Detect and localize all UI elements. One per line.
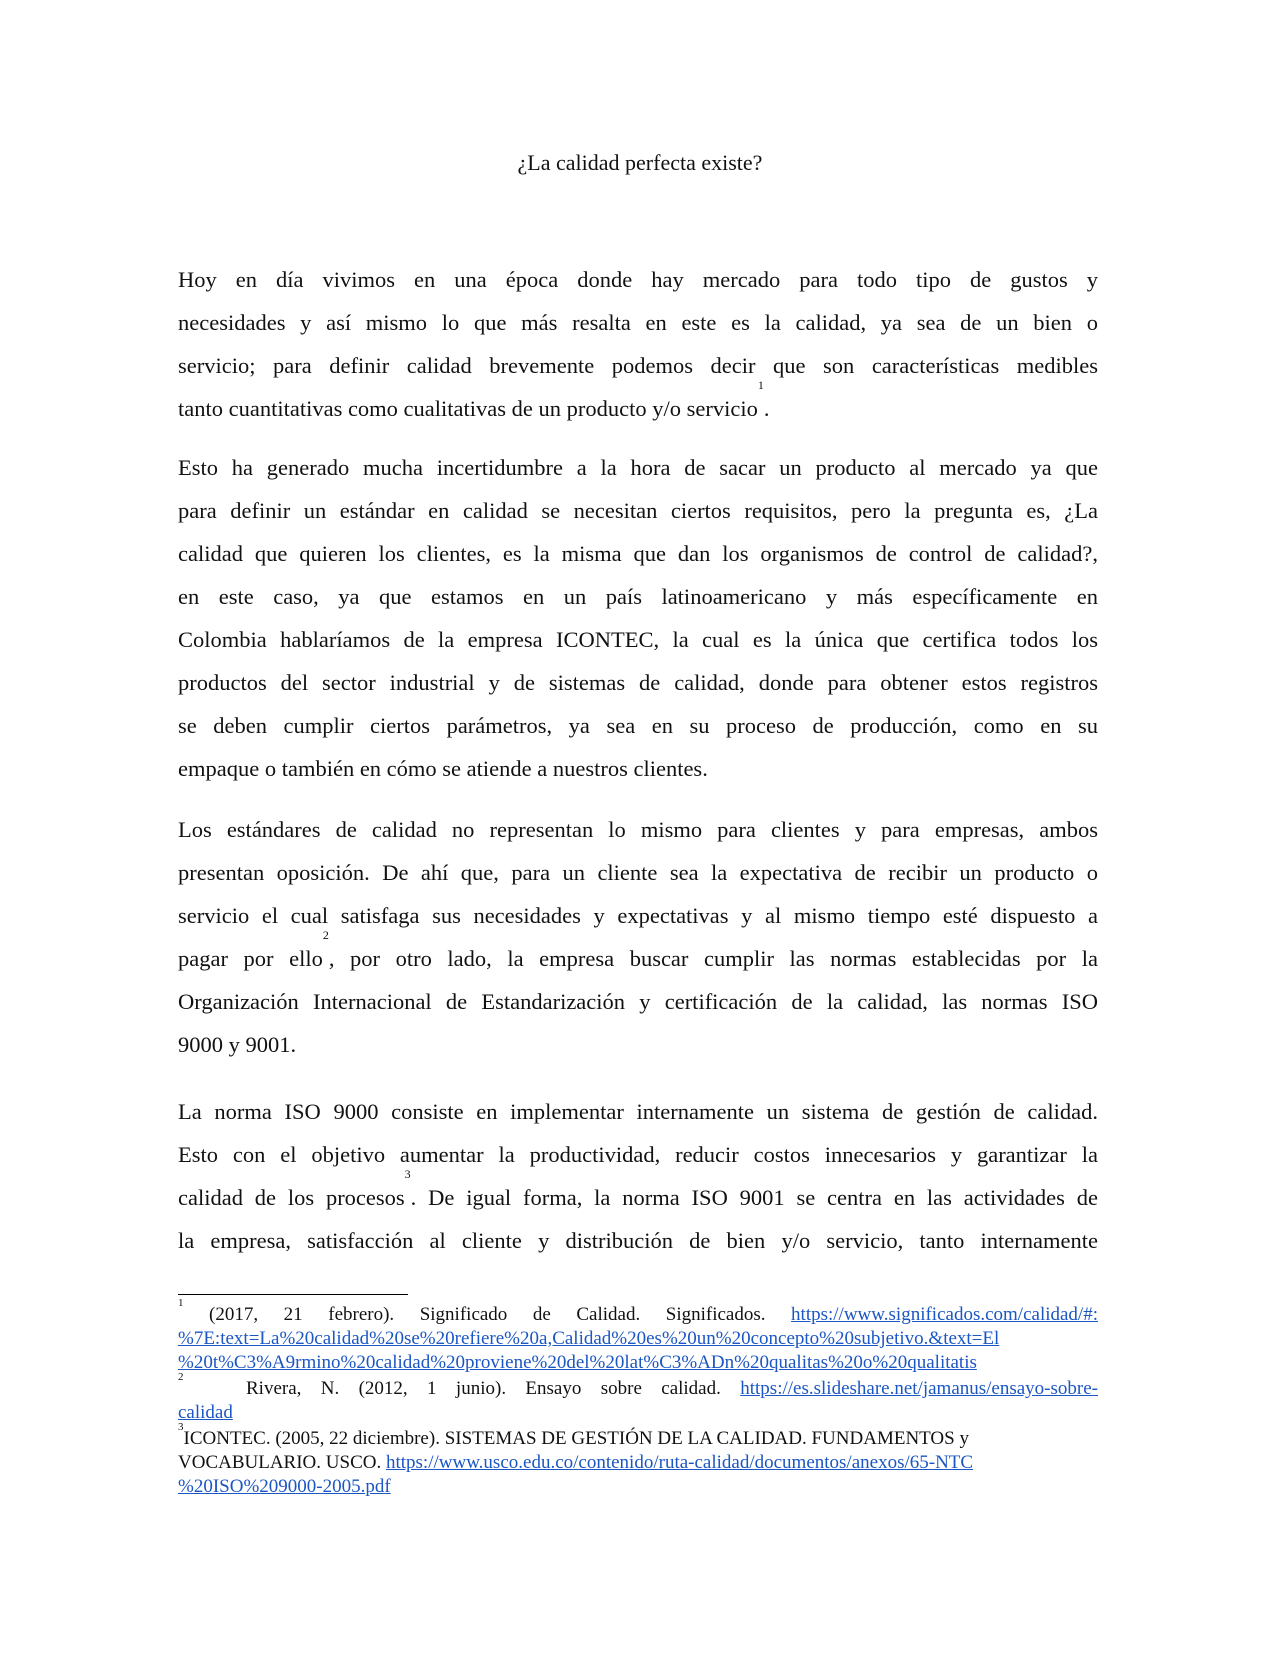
paragraph-4: [178, 1090, 1098, 1262]
footnote-line: $^3$ICONTEC. (2005, 22 diciembre). SISTEMAS DE GESTIÓN DE LA CALIDAD. FUNDAMENTOS y: [178, 1421, 969, 1449]
text-line: Esto con el objetivo aumentar la productividad, reducir costos innecesarios y garantizar la: [178, 1142, 1098, 1167]
footnote-line: [178, 1351, 1098, 1375]
footnote-line: 2 Rivera, N. (2012, 1 junio). Ensayo sobre calidad. https://es.slideshare.net/jamanus/ensayo-sobre-: [178, 1371, 1098, 1399]
text-line: calidad de los procesos$^3$. De igual forma, la norma ISO 9001 se centra en las actividades de: [178, 1167, 1098, 1210]
footnote-ref-3[interactable]: 3: [404, 1167, 411, 1181]
footnote-line: [178, 1401, 1098, 1425]
text-line: para definir un estándar en calidad se necesitan ciertos requisitos, pero la pregunta es, ¿La: [178, 498, 1098, 523]
text-line: pagar por ello$^2$, por otro lado, la empresa buscar cumplir las normas establecidas por la: [178, 928, 1098, 971]
text-line: presentan oposición. De ahí que, para un cliente sea la expectativa de recibir un producto o: [178, 860, 1098, 885]
footnote-number: 2: [178, 1371, 184, 1383]
text-line: empaque o también en cómo se atiende a nuestros clientes.: [178, 756, 708, 781]
text-line: servicio el cual satisfaga sus necesidades y expectativas y al mismo tiempo esté dispuesto a: [178, 903, 1098, 928]
text-line: Esto ha generado mucha incertidumbre a la hora de sacar un producto al mercado ya que: [178, 455, 1098, 480]
footnote-link[interactable]: %7E:text=La%20calidad%20se%20refiere%20a,Calidad%20es%20un%20concepto%20subjetivo.&text=El: [178, 1328, 1000, 1349]
footnote-link[interactable]: https://www.usco.edu.co/contenido/ruta-calidad/documentos/anexos/65-NTC: [385, 1452, 974, 1473]
document-title: ¿La calidad perfecta existe?: [517, 150, 763, 175]
text-line: tanto cuantitativas como cualitativas de un producto y/o servicio$^1$.: [178, 378, 770, 421]
text-line: Colombia hablaríamos de la empresa ICONTEC, la cual es la única que certifica todos los: [178, 627, 1098, 652]
text-line: calidad que quieren los clientes, es la misma que dan los organismos de control de calidad?,: [178, 541, 1098, 566]
text-line: necesidades y así mismo lo que más resalta en este es la calidad, ya sea de un bien o: [178, 310, 1098, 335]
footnote-line: [178, 1327, 1098, 1351]
footnote-line: $^1$ (2017, 21 febrero). Significado de Calidad. Significados. https://www.significados.com/calidad/#:: [178, 1297, 1098, 1325]
text-line: Organización Internacional de Estandarización y certificación de la calidad, las normas ISO: [178, 989, 1098, 1014]
text-line: Los estándares de calidad no representan lo mismo para clientes y para empresas, ambos: [178, 817, 1098, 842]
footnote-link[interactable]: https://es.slideshare.net/jamanus/ensayo-sobre-: [740, 1378, 1098, 1399]
footnote-separator: [178, 1294, 408, 1295]
footnote-2: [178, 1371, 1098, 1425]
footnote-number: 3: [178, 1421, 184, 1433]
text-line: productos del sector industrial y de sistemas de calidad, donde para obtener estos registros: [178, 670, 1098, 695]
paragraph-3: [178, 808, 1098, 1066]
footnote-line: VOCABULARIO. USCO. https://www.usco.edu.co/contenido/ruta-calidad/documentos/anexos/65-NTC: [178, 1452, 974, 1473]
footnote-1: [178, 1297, 1098, 1375]
text-line: Hoy en día vivimos en una época donde hay mercado para todo tipo de gustos y: [178, 267, 1098, 292]
footnote-ref-2[interactable]: 2: [322, 928, 329, 942]
footnote-link[interactable]: calidad: [178, 1402, 233, 1423]
text-line: se deben cumplir ciertos parámetros, ya sea en su proceso de producción, como en su: [178, 713, 1098, 738]
footnote-link[interactable]: https://www.significados.com/calidad/#:: [791, 1304, 1098, 1325]
text-line: La norma ISO 9000 consiste en implementar internamente un sistema de gestión de calidad.: [178, 1099, 1098, 1124]
footnote-3: [178, 1421, 1098, 1499]
footnote-link[interactable]: %20t%C3%A9rmino%20calidad%20proviene%20del%20lat%C3%ADn%20qualitas%20o%20qualitatis: [178, 1352, 977, 1373]
footnote-number: 1: [178, 1297, 184, 1309]
text-line: servicio; para definir calidad brevemente podemos decir que son características medibles: [178, 353, 1098, 378]
text-line: en este caso, ya que estamos en un país latinoamericano y más específicamente en: [178, 584, 1098, 609]
paragraph-1: [178, 258, 1098, 430]
footnote-ref-1[interactable]: 1: [757, 378, 764, 392]
text-line: 9000 y 9001.: [178, 1032, 297, 1057]
footnote-link[interactable]: %20ISO%209000-2005.pdf: [178, 1476, 391, 1497]
footnote-line: [178, 1475, 1098, 1499]
paragraph-2: [178, 446, 1098, 790]
text-line: la empresa, satisfacción al cliente y distribución de bien y/o servicio, tanto internamente: [178, 1228, 1098, 1253]
